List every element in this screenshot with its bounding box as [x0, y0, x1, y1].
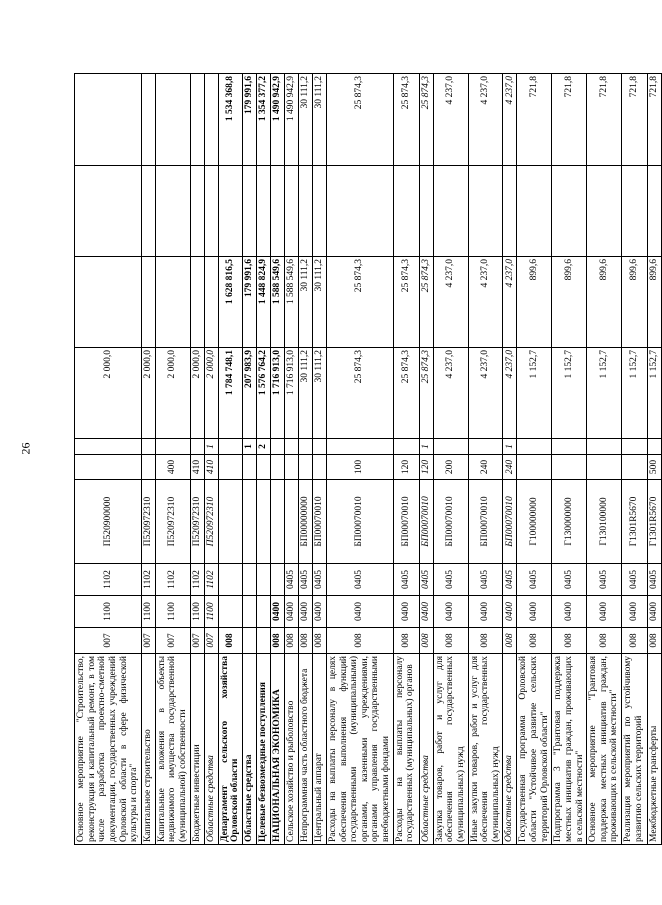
cell-section: 0400	[326, 596, 393, 628]
cell-admin: 008	[503, 628, 517, 654]
cell-name: Целевые безвозмездные поступления	[256, 654, 270, 845]
cell-target	[242, 480, 256, 564]
table-body	[75, 74, 662, 845]
cell-admin: 008	[552, 628, 587, 654]
cell-admin: 008	[648, 628, 662, 654]
cell-section: 1100	[190, 596, 204, 628]
cell-y2023: 899,6	[648, 257, 662, 348]
cell-exp: 120	[419, 455, 433, 480]
cell-admin: 008	[393, 628, 419, 654]
cell-section: 0400	[517, 596, 552, 628]
cell-section: 1100	[155, 596, 190, 628]
cell-exp: 500	[648, 455, 662, 480]
cell-subsection: 1102	[155, 564, 190, 596]
table-row	[552, 74, 587, 845]
table-row	[393, 74, 419, 845]
cell-subsection	[256, 564, 270, 596]
table-row	[326, 74, 393, 845]
cell-total: 4 237,0	[468, 348, 503, 439]
cell-exp	[552, 455, 587, 480]
cell-name: Областные средства	[242, 654, 256, 845]
cell-admin: 008	[587, 628, 622, 654]
cell-src: 1	[503, 439, 517, 455]
cell-y2023: 1 448 824,9	[256, 257, 270, 348]
cell-y2025: 30 111,2	[298, 74, 312, 166]
cell-section: 1100	[141, 596, 155, 628]
cell-target: П520972310	[190, 480, 204, 564]
cell-exp	[622, 455, 648, 480]
cell-name: Сельское хозяйство и рыболовство	[284, 654, 298, 845]
cell-exp	[242, 455, 256, 480]
cell-exp: 240	[468, 455, 503, 480]
cell-y2023: 4 237,0	[433, 257, 468, 348]
cell-exp	[312, 455, 326, 480]
cell-total: 25 874,3	[393, 348, 419, 439]
cell-y2025: 30 111,2	[312, 74, 326, 166]
cell-subsection: 1102	[75, 564, 142, 596]
cell-y2024	[298, 166, 312, 257]
cell-y2023: 1 588 549,6	[270, 257, 284, 348]
cell-admin: 007	[75, 628, 142, 654]
cell-src	[155, 439, 190, 455]
cell-y2024	[393, 166, 419, 257]
cell-admin: 008	[284, 628, 298, 654]
page-number: 26	[18, 442, 33, 455]
cell-target: БП00070010	[312, 480, 326, 564]
cell-exp	[517, 455, 552, 480]
table-row	[298, 74, 312, 845]
table-row	[242, 74, 256, 845]
cell-y2025	[141, 74, 155, 166]
cell-subsection: 0405	[433, 564, 468, 596]
cell-y2025	[75, 74, 142, 166]
table-row	[587, 74, 622, 845]
cell-admin: 008	[419, 628, 433, 654]
cell-exp	[256, 455, 270, 480]
cell-target: Г130100000	[587, 480, 622, 564]
cell-section: 1100	[75, 596, 142, 628]
cell-y2023	[155, 257, 190, 348]
table-row	[503, 74, 517, 845]
cell-target: БП00070010	[503, 480, 517, 564]
cell-src	[326, 439, 393, 455]
cell-src	[190, 439, 204, 455]
cell-target: П520972310	[155, 480, 190, 564]
cell-src	[552, 439, 587, 455]
cell-name: Основное мероприятие "Грантовая поддержка местных инициатив граждан, проживающих в сельской местности"	[587, 654, 622, 845]
cell-name: Закупка товаров, работ и услуг для обеспечения государственных (муниципальных) нужд	[433, 654, 468, 845]
table-row	[433, 74, 468, 845]
cell-y2024	[256, 166, 270, 257]
cell-y2025: 25 874,3	[326, 74, 393, 166]
table-row	[419, 74, 433, 845]
table-row	[218, 74, 242, 845]
cell-section	[218, 596, 242, 628]
cell-src	[270, 439, 284, 455]
cell-name: Департамент сельского хозяйства Орловской области	[218, 654, 242, 845]
cell-exp	[141, 455, 155, 480]
cell-src	[141, 439, 155, 455]
cell-name: Центральный аппарат	[312, 654, 326, 845]
cell-y2023: 25 874,3	[393, 257, 419, 348]
cell-exp: 400	[155, 455, 190, 480]
cell-total: 1 716 913,0	[270, 348, 284, 439]
cell-target: БП00070010	[393, 480, 419, 564]
cell-exp: 120	[393, 455, 419, 480]
cell-src	[433, 439, 468, 455]
cell-section: 0400	[468, 596, 503, 628]
cell-section: 0400	[312, 596, 326, 628]
cell-subsection: 1102	[141, 564, 155, 596]
cell-total: 1 152,7	[587, 348, 622, 439]
cell-y2024	[648, 166, 662, 257]
cell-subsection	[242, 564, 256, 596]
cell-section: 0400	[298, 596, 312, 628]
cell-subsection: 0405	[468, 564, 503, 596]
cell-y2023: 899,6	[552, 257, 587, 348]
cell-subsection	[218, 564, 242, 596]
cell-total: 30 111,2	[312, 348, 326, 439]
cell-y2024	[75, 166, 142, 257]
cell-section: 0400	[433, 596, 468, 628]
cell-section: 0400	[503, 596, 517, 628]
cell-subsection: 0405	[298, 564, 312, 596]
cell-y2024	[218, 166, 242, 257]
cell-subsection: 0405	[326, 564, 393, 596]
cell-subsection: 0405	[552, 564, 587, 596]
table-row	[141, 74, 155, 845]
cell-y2025: 4 237,0	[433, 74, 468, 166]
cell-y2025: 1 354 377,2	[256, 74, 270, 166]
cell-y2023: 25 874,3	[419, 257, 433, 348]
cell-y2024	[433, 166, 468, 257]
cell-total: 30 111,2	[298, 348, 312, 439]
cell-name: Областные средства	[419, 654, 433, 845]
cell-section: 0400	[552, 596, 587, 628]
cell-target: Г1301R5670	[648, 480, 662, 564]
cell-src	[648, 439, 662, 455]
cell-exp	[284, 455, 298, 480]
cell-y2023: 899,6	[587, 257, 622, 348]
cell-admin: 008	[326, 628, 393, 654]
cell-target: П520972310	[204, 480, 218, 564]
cell-y2025: 4 237,0	[503, 74, 517, 166]
cell-target	[218, 480, 242, 564]
cell-subsection: 1102	[190, 564, 204, 596]
cell-y2025: 721,8	[517, 74, 552, 166]
cell-exp: 100	[326, 455, 393, 480]
cell-admin: 008	[270, 628, 284, 654]
cell-target: Г130000000	[552, 480, 587, 564]
cell-subsection: 0405	[587, 564, 622, 596]
cell-subsection: 1102	[204, 564, 218, 596]
table-row	[190, 74, 204, 845]
cell-src	[587, 439, 622, 455]
cell-src	[218, 439, 242, 455]
cell-subsection: 0405	[284, 564, 298, 596]
cell-total: 25 874,3	[419, 348, 433, 439]
cell-y2024	[284, 166, 298, 257]
cell-total: 207 983,9	[242, 348, 256, 439]
cell-y2024	[517, 166, 552, 257]
cell-name: Областные средства	[204, 654, 218, 845]
cell-exp: 200	[433, 455, 468, 480]
cell-y2023	[141, 257, 155, 348]
cell-section	[242, 596, 256, 628]
cell-y2023	[204, 257, 218, 348]
cell-admin: 008	[517, 628, 552, 654]
cell-target	[284, 480, 298, 564]
cell-y2024	[270, 166, 284, 257]
cell-section: 0400	[648, 596, 662, 628]
cell-admin: 008	[218, 628, 242, 654]
cell-total: 2 000,0	[190, 348, 204, 439]
cell-name: Реализация мероприятий по устойчивому развитию сельских территорий	[622, 654, 648, 845]
cell-y2025: 721,8	[552, 74, 587, 166]
cell-name: Капитальные вложения в объекты недвижимого имущества государственной (муниципальной) собственности	[155, 654, 190, 845]
cell-y2024	[468, 166, 503, 257]
cell-y2024	[552, 166, 587, 257]
cell-y2025: 1 490 942,9	[284, 74, 298, 166]
table-row	[312, 74, 326, 845]
budget-table	[74, 73, 662, 845]
cell-y2023	[75, 257, 142, 348]
cell-admin: 008	[433, 628, 468, 654]
cell-subsection: 0405	[312, 564, 326, 596]
cell-y2024	[242, 166, 256, 257]
cell-y2025: 25 874,3	[419, 74, 433, 166]
cell-admin: 007	[204, 628, 218, 654]
cell-src	[468, 439, 503, 455]
cell-y2023: 899,6	[622, 257, 648, 348]
cell-total: 2 000,0	[155, 348, 190, 439]
cell-total: 1 716 913,0	[284, 348, 298, 439]
cell-subsection: 0405	[419, 564, 433, 596]
cell-admin: 007	[155, 628, 190, 654]
table-row	[468, 74, 503, 845]
cell-target: БП00070010	[433, 480, 468, 564]
cell-total: 1 784 748,1	[218, 348, 242, 439]
cell-y2024	[587, 166, 622, 257]
cell-section: 0400	[587, 596, 622, 628]
cell-y2024	[141, 166, 155, 257]
table-row	[204, 74, 218, 845]
cell-admin: 007	[190, 628, 204, 654]
cell-target: П520972310	[141, 480, 155, 564]
cell-y2025: 721,8	[587, 74, 622, 166]
cell-y2023: 4 237,0	[503, 257, 517, 348]
cell-target: Г100000000	[517, 480, 552, 564]
rotated-table-container	[74, 74, 660, 845]
cell-src	[622, 439, 648, 455]
cell-total: 1 152,7	[648, 348, 662, 439]
cell-name: Капитальное строительство	[141, 654, 155, 845]
cell-total: 4 237,0	[503, 348, 517, 439]
cell-section	[256, 596, 270, 628]
cell-total: 1 152,7	[517, 348, 552, 439]
cell-y2024	[204, 166, 218, 257]
cell-src: 2	[256, 439, 270, 455]
cell-y2024	[622, 166, 648, 257]
cell-y2025: 721,8	[622, 74, 648, 166]
cell-name: Расходы на выплаты персоналу государственных (муниципальных) органов	[393, 654, 419, 845]
cell-y2024	[326, 166, 393, 257]
cell-y2025: 721,8	[648, 74, 662, 166]
table-row	[155, 74, 190, 845]
cell-admin	[242, 628, 256, 654]
cell-y2024	[503, 166, 517, 257]
cell-name: Иные закупки товаров, работ и услуг для обеспечения государственных (муниципальных) нужд	[468, 654, 503, 845]
cell-exp	[298, 455, 312, 480]
cell-src	[393, 439, 419, 455]
cell-exp: 240	[503, 455, 517, 480]
cell-total: 2 000,0	[75, 348, 142, 439]
cell-y2023: 30 111,2	[312, 257, 326, 348]
cell-section: 0400	[284, 596, 298, 628]
cell-total: 25 874,3	[326, 348, 393, 439]
cell-total: 1 576 764,2	[256, 348, 270, 439]
cell-src	[75, 439, 142, 455]
cell-y2025	[190, 74, 204, 166]
cell-y2023: 30 111,2	[298, 257, 312, 348]
cell-y2024	[419, 166, 433, 257]
cell-exp	[218, 455, 242, 480]
cell-src	[284, 439, 298, 455]
cell-total: 1 152,7	[552, 348, 587, 439]
cell-y2023: 1 628 816,5	[218, 257, 242, 348]
cell-name: Государственная программа Орловской области "Устойчивое развитие сельских территорий Орловской области"	[517, 654, 552, 845]
cell-name: Подпрограмма 3 "Грантовая поддержка местных инициатив граждан, проживающих в сельской местности"	[552, 654, 587, 845]
cell-total: 1 152,7	[622, 348, 648, 439]
cell-target	[270, 480, 284, 564]
cell-target: БП00070010	[419, 480, 433, 564]
cell-y2023: 4 237,0	[468, 257, 503, 348]
cell-src	[517, 439, 552, 455]
cell-name: НАЦИОНАЛЬНАЯ ЭКОНОМИКА	[270, 654, 284, 845]
cell-target	[256, 480, 270, 564]
cell-src	[312, 439, 326, 455]
cell-section: 0400	[622, 596, 648, 628]
cell-src: 1	[204, 439, 218, 455]
cell-target: Г1301R5670	[622, 480, 648, 564]
cell-target: БП00070010	[468, 480, 503, 564]
cell-admin	[256, 628, 270, 654]
cell-subsection: 0405	[517, 564, 552, 596]
cell-section: 0400	[419, 596, 433, 628]
cell-subsection	[270, 564, 284, 596]
cell-name: Непрограммная часть областного бюджета	[298, 654, 312, 845]
cell-admin: 008	[468, 628, 503, 654]
cell-y2025: 1 534 368,8	[218, 74, 242, 166]
cell-target: БП00000000	[298, 480, 312, 564]
cell-y2023: 899,6	[517, 257, 552, 348]
cell-src: 1	[242, 439, 256, 455]
table-row	[284, 74, 298, 845]
cell-total: 2 000,0	[204, 348, 218, 439]
cell-admin: 008	[312, 628, 326, 654]
cell-y2025: 25 874,3	[393, 74, 419, 166]
cell-y2023: 179 991,6	[242, 257, 256, 348]
cell-exp: 410	[204, 455, 218, 480]
cell-total: 2 000,0	[141, 348, 155, 439]
cell-y2025: 4 237,0	[468, 74, 503, 166]
cell-subsection: 0405	[622, 564, 648, 596]
cell-name: Межбюджетные трансферты	[648, 654, 662, 845]
cell-src: 1	[419, 439, 433, 455]
cell-y2024	[155, 166, 190, 257]
cell-y2025: 179 991,6	[242, 74, 256, 166]
cell-name: Расходы на выплаты персоналу в целях обеспечения выполнения функций государственными (муниципальными) органами, казенными учреждениями, органами управления государственными внебюджетными фондами	[326, 654, 393, 845]
cell-section: 0400	[270, 596, 284, 628]
table-row	[648, 74, 662, 845]
cell-exp	[75, 455, 142, 480]
cell-section: 1100	[204, 596, 218, 628]
cell-y2025	[155, 74, 190, 166]
cell-admin: 007	[141, 628, 155, 654]
cell-subsection: 0405	[648, 564, 662, 596]
cell-name: Бюджетные инвестиции	[190, 654, 204, 845]
table-row	[75, 74, 142, 845]
cell-exp	[270, 455, 284, 480]
cell-admin: 008	[622, 628, 648, 654]
cell-y2025	[204, 74, 218, 166]
cell-subsection: 0405	[393, 564, 419, 596]
cell-section: 0400	[393, 596, 419, 628]
table-row	[256, 74, 270, 845]
cell-admin: 008	[298, 628, 312, 654]
table-row	[622, 74, 648, 845]
cell-src	[298, 439, 312, 455]
cell-name: Областные средства	[503, 654, 517, 845]
cell-exp	[587, 455, 622, 480]
cell-y2023: 1 588 549,6	[284, 257, 298, 348]
table-row	[270, 74, 284, 845]
table-row	[517, 74, 552, 845]
cell-target: БП00070010	[326, 480, 393, 564]
cell-y2023: 25 874,3	[326, 257, 393, 348]
cell-target: П520900000	[75, 480, 142, 564]
cell-total: 4 237,0	[433, 348, 468, 439]
cell-exp: 410	[190, 455, 204, 480]
cell-subsection: 0405	[503, 564, 517, 596]
cell-name: Основное мероприятие "Строительство, реконструкция и капитальный ремонт, в том числе разработка проектно-сметной документации, государственных учреждений Орловской области в сфере физической культуры и спорта"	[75, 654, 142, 845]
cell-y2024	[190, 166, 204, 257]
cell-y2024	[312, 166, 326, 257]
cell-y2023	[190, 257, 204, 348]
cell-y2025: 1 490 942,9	[270, 74, 284, 166]
